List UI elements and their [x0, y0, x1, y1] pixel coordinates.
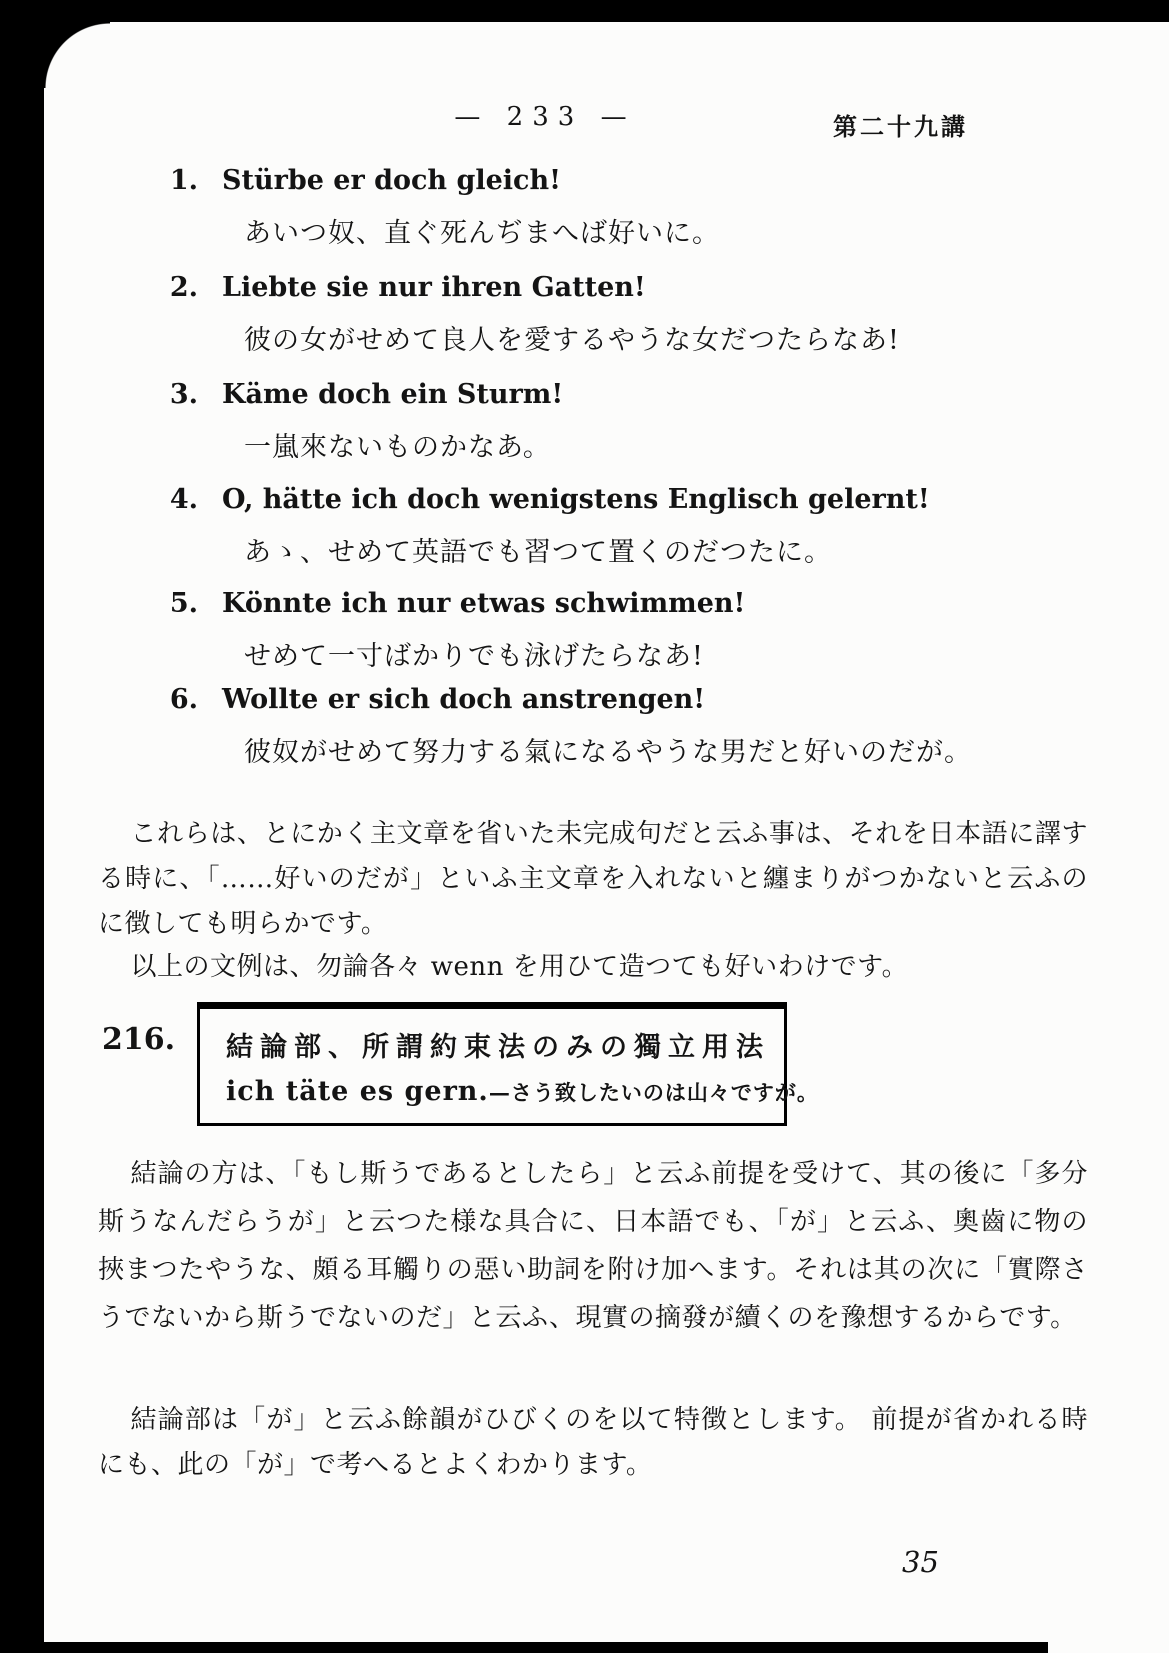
example-item-3: [162, 379, 1119, 464]
example-item-4: [162, 484, 1119, 569]
german-text: Stürbe er doch gleich!: [222, 165, 561, 196]
german-text: Wollte er sich doch anstrengen!: [222, 684, 706, 715]
paragraph-commentary-2: 以上の文例は、勿論各々 wenn を用ひて造つても好いわけです。: [130, 952, 909, 982]
rule-box-title: 結論部、所謂約束法のみの獨立用法: [226, 1032, 770, 1063]
scan-border-corner: [44, 22, 110, 88]
example-item-5: [162, 588, 1119, 673]
german-text: Könnte ich nur etwas schwimmen!: [222, 588, 746, 619]
item-number: 4.: [169, 484, 198, 515]
item-number: 2.: [169, 272, 198, 303]
item-number: 5.: [169, 588, 198, 619]
german-sentence: [162, 684, 1119, 715]
page-number-top: — 233 —: [454, 102, 636, 132]
section-number: 216.: [102, 1022, 176, 1057]
example-item-6: [162, 684, 1119, 769]
rule-box: [197, 1002, 819, 1126]
german-sentence: [162, 588, 1119, 619]
japanese-translation: 一嵐來ないものかなあ。: [244, 432, 551, 463]
german-text: Liebte sie nur ihren Gatten!: [222, 272, 646, 303]
scan-border-bottom: [28, 1642, 1048, 1653]
scan-border-top: [0, 0, 1169, 22]
japanese-translation: 彼の女がせめて良人を愛するやうな女だつたらなあ!: [244, 325, 900, 356]
german-sentence: [162, 484, 1119, 515]
german-text: Käme doch ein Sturm!: [222, 379, 564, 410]
example-item-2: [162, 272, 1119, 357]
japanese-translation: 彼奴がせめて努力する氣になるやうな男だと好いのだが。: [244, 737, 972, 768]
german-sentence: [162, 272, 1119, 303]
paragraph-commentary-3: 結論の方は、「もし斯うであるとしたら」と云ふ前提を受けて、其の後に「多分斯うなんだらうが」と云つた様な具合に、日本語でも、「が」と云ふ、奧齒に物の挾まつたやうな、頗る耳觸りの惡い助詞を附け加へます。それは其の次に「實際さうでないから斯うでないのだ」と云ふ、現實の摘發が續くのを豫想するからです。: [98, 1159, 1088, 1333]
rule-box-german: ich täte es gern.: [226, 1076, 489, 1107]
scan-border-left: [0, 0, 44, 1653]
item-number: 1.: [169, 165, 198, 196]
rule-box-japanese: —さう致したいのは山々ですが。: [488, 1080, 819, 1105]
example-item-1: [162, 165, 1119, 250]
german-sentence: [162, 379, 1119, 410]
page-number-bottom: 35: [902, 1545, 939, 1579]
japanese-translation: あゝ、せめて英語でも習つて置くのだつたに。: [244, 537, 832, 568]
japanese-translation: あいつ奴、直ぐ死んぢまへば好いに。: [244, 218, 720, 249]
lesson-header: 第二十九講: [833, 112, 968, 141]
japanese-translation: せめて一寸ばかりでも泳げたらなあ!: [244, 641, 704, 672]
german-text: O, hätte ich doch wenigstens Englisch gelernt!: [222, 484, 930, 515]
paragraph-commentary-4: 結論部は「が」と云ふ餘韻がひびくのを以て特徴とします。 前提が省かれる時にも、此の「が」で考へるとよくわかります。: [98, 1405, 1088, 1480]
item-number: 6.: [169, 684, 198, 715]
item-number: 3.: [169, 379, 198, 410]
paragraph-commentary-1: これらは、とにかく主文章を省いた未完成句だと云ふ事は、それを日本語に譯する時に、「……好いのだが」といふ主文章を入れないと纏まりがつかないと云ふのに徴しても明らかです。: [98, 819, 1088, 939]
german-sentence: [162, 165, 1119, 196]
rule-box-example: [226, 1076, 819, 1107]
